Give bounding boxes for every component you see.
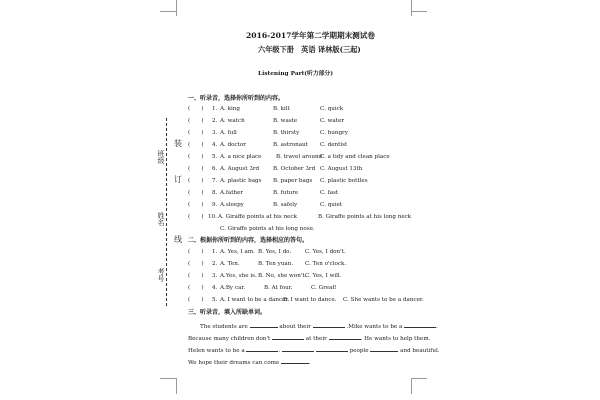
option-c: C. Ten o'clock. xyxy=(305,261,347,267)
option-c: C. quiet xyxy=(320,202,343,208)
option-a: A. I want to be a dancer. xyxy=(220,297,290,303)
section-3-heading: 三、听录音，填入所缺单词。 xyxy=(188,309,267,316)
exam-number-label: 考号 xyxy=(157,268,165,282)
option-b: B. paper bags xyxy=(273,178,313,184)
passage-text: The students are xyxy=(200,324,248,330)
option-a: A.Yes, she is. xyxy=(220,273,257,279)
fill-blank-line xyxy=(200,322,438,331)
answer-parens: ( ) xyxy=(188,273,204,279)
page-subtitle: 六年级下册 英语 译林版(三起) xyxy=(258,45,361,54)
option-c: C. Yes, I will. xyxy=(305,273,342,279)
crop-mark xyxy=(411,378,427,379)
item-number: 10. xyxy=(208,214,217,220)
option-b: B. kilt xyxy=(273,106,290,112)
option-a: A.father xyxy=(220,190,244,196)
option-b: B. future xyxy=(273,190,299,196)
crop-mark xyxy=(411,378,412,394)
option-b: B. I want to dance. xyxy=(283,297,337,303)
answer-parens: ( ) xyxy=(188,118,204,124)
answer-blank[interactable] xyxy=(246,346,281,354)
answer-parens: ( ) xyxy=(188,190,204,196)
answer-blank[interactable] xyxy=(370,346,398,352)
option-b: B. Yes, I do. xyxy=(258,249,292,255)
option-a: A. Ten. xyxy=(220,261,240,267)
option-a: A. Giraffe points at his neck xyxy=(218,214,297,220)
binding-mark: 线 xyxy=(174,235,182,244)
answer-parens: ( ) xyxy=(188,261,204,267)
crop-mark xyxy=(160,11,176,12)
option-a: A. a nice place xyxy=(220,154,262,160)
answer-blank[interactable] xyxy=(313,322,345,328)
item-number: 4. xyxy=(212,142,218,148)
name-label: 姓名 xyxy=(157,212,165,226)
option-c: C. quick xyxy=(320,106,344,112)
option-c: C. fast xyxy=(320,190,339,196)
answer-blank[interactable] xyxy=(250,322,278,328)
passage-text: people xyxy=(349,348,369,354)
item-number: 5. xyxy=(212,297,218,303)
answer-parens: ( ) xyxy=(188,249,204,255)
passage-text: Because many children don't xyxy=(188,336,271,342)
item-number: 1. xyxy=(212,106,218,112)
answer-parens: ( ) xyxy=(188,166,204,172)
page-title: 2016-2017学年第二学期期末测试卷 xyxy=(246,31,375,40)
binding-mark: 装 xyxy=(174,139,182,148)
item-number: 7. xyxy=(212,178,218,184)
option-c: C. She wants to be a dancer. xyxy=(343,297,424,303)
section-1-heading: 一、听录音，选择你所听到的内容。 xyxy=(188,95,285,102)
part-heading: Listening Part(听力部分) xyxy=(258,71,333,77)
option-c: C. water xyxy=(320,118,344,124)
answer-parens: ( ) xyxy=(188,130,204,136)
option-b: B. safely xyxy=(273,202,298,208)
fill-blank-line xyxy=(188,346,440,355)
option-c: C. Great! xyxy=(311,285,337,291)
item-number: 9. xyxy=(212,202,218,208)
item-number: 2. xyxy=(212,118,218,124)
option-b: B. astronaut xyxy=(273,142,308,148)
item-number: 3. xyxy=(212,273,218,279)
option-b: B. No, she won't. xyxy=(258,273,307,279)
item-number: 3. xyxy=(212,130,218,136)
option-c: C. August 13th xyxy=(320,166,363,172)
passage-text: Helen wants to be a xyxy=(188,348,245,354)
section-2-heading: 二、根据你所听到的内容，选择相应的答句。 xyxy=(188,237,309,244)
option-a: A. king xyxy=(220,106,240,112)
item-number: 2. xyxy=(212,261,218,267)
item-number: 8. xyxy=(212,190,218,196)
passage-text: We hope their dreams can come xyxy=(188,360,280,366)
option-c: C. Yes, I don't. xyxy=(305,249,346,255)
option-b: B. October 3rd xyxy=(273,166,316,172)
item-number: 6. xyxy=(212,166,218,172)
option-a: A. August 3rd xyxy=(220,166,260,172)
passage-text: . xyxy=(278,348,281,354)
option-a: A. Yes, I am. xyxy=(220,249,255,255)
option-a: A. full xyxy=(220,130,237,136)
answer-parens: ( ) xyxy=(188,154,204,160)
passage-text: and beautiful. xyxy=(400,348,440,354)
answer-blank[interactable] xyxy=(329,334,361,340)
passage-text: at their xyxy=(305,336,327,342)
crop-mark xyxy=(411,0,412,16)
passage-text: . xyxy=(436,324,438,330)
option-b: B. waste xyxy=(273,118,298,124)
crop-mark xyxy=(176,378,177,394)
answer-blank[interactable] xyxy=(282,346,314,352)
passage-text: .Mike wants to be a xyxy=(346,324,403,330)
answer-parens: ( ) xyxy=(188,106,204,112)
binding-mark: 订 xyxy=(174,175,182,184)
option-b: B. thirsty xyxy=(273,130,300,136)
option-b: B. travel around xyxy=(276,154,323,160)
option-c: C. hungry xyxy=(320,130,348,136)
passage-text: . He wants to help them. xyxy=(360,336,431,342)
passage-text: . xyxy=(309,360,311,366)
fill-blank-line xyxy=(188,358,311,367)
option-a: A. watch xyxy=(220,118,245,124)
option-b: B. Giraffe points at his long neck xyxy=(318,214,412,220)
option-a: A.By car. xyxy=(220,285,246,291)
answer-parens: ( ) xyxy=(188,142,204,148)
option-c: C. Giraffe points at his long nose. xyxy=(220,226,315,232)
crop-mark xyxy=(176,0,177,16)
option-c: C. a tidy and clean place xyxy=(320,154,390,160)
option-c: C. plastic bottles xyxy=(320,178,368,184)
option-a: A. doctor xyxy=(220,142,246,148)
binding-line xyxy=(166,118,167,306)
option-a: A. plastic bags xyxy=(220,178,262,184)
answer-blank[interactable] xyxy=(404,322,436,328)
item-number: 5. xyxy=(212,154,218,160)
answer-blank[interactable] xyxy=(272,334,304,340)
answer-blank[interactable] xyxy=(316,346,348,352)
answer-parens: ( ) xyxy=(188,178,204,184)
passage-text: about their xyxy=(279,324,311,330)
answer-parens: ( ) xyxy=(188,214,204,220)
answer-parens: ( ) xyxy=(188,285,204,291)
crop-mark xyxy=(411,11,427,12)
answer-blank[interactable] xyxy=(281,358,309,364)
fill-blank-line xyxy=(188,334,430,343)
option-c: C. dentist xyxy=(320,142,348,148)
item-number: 1. xyxy=(212,249,218,255)
option-a: A.sleepy xyxy=(220,202,244,208)
item-number: 4. xyxy=(212,285,218,291)
answer-parens: ( ) xyxy=(188,202,204,208)
crop-mark xyxy=(160,378,176,379)
option-b: B. At four. xyxy=(264,285,293,291)
answer-parens: ( ) xyxy=(188,297,204,303)
option-b: B. Ten yuan. xyxy=(258,261,294,267)
class-label: 班级 xyxy=(157,150,165,164)
